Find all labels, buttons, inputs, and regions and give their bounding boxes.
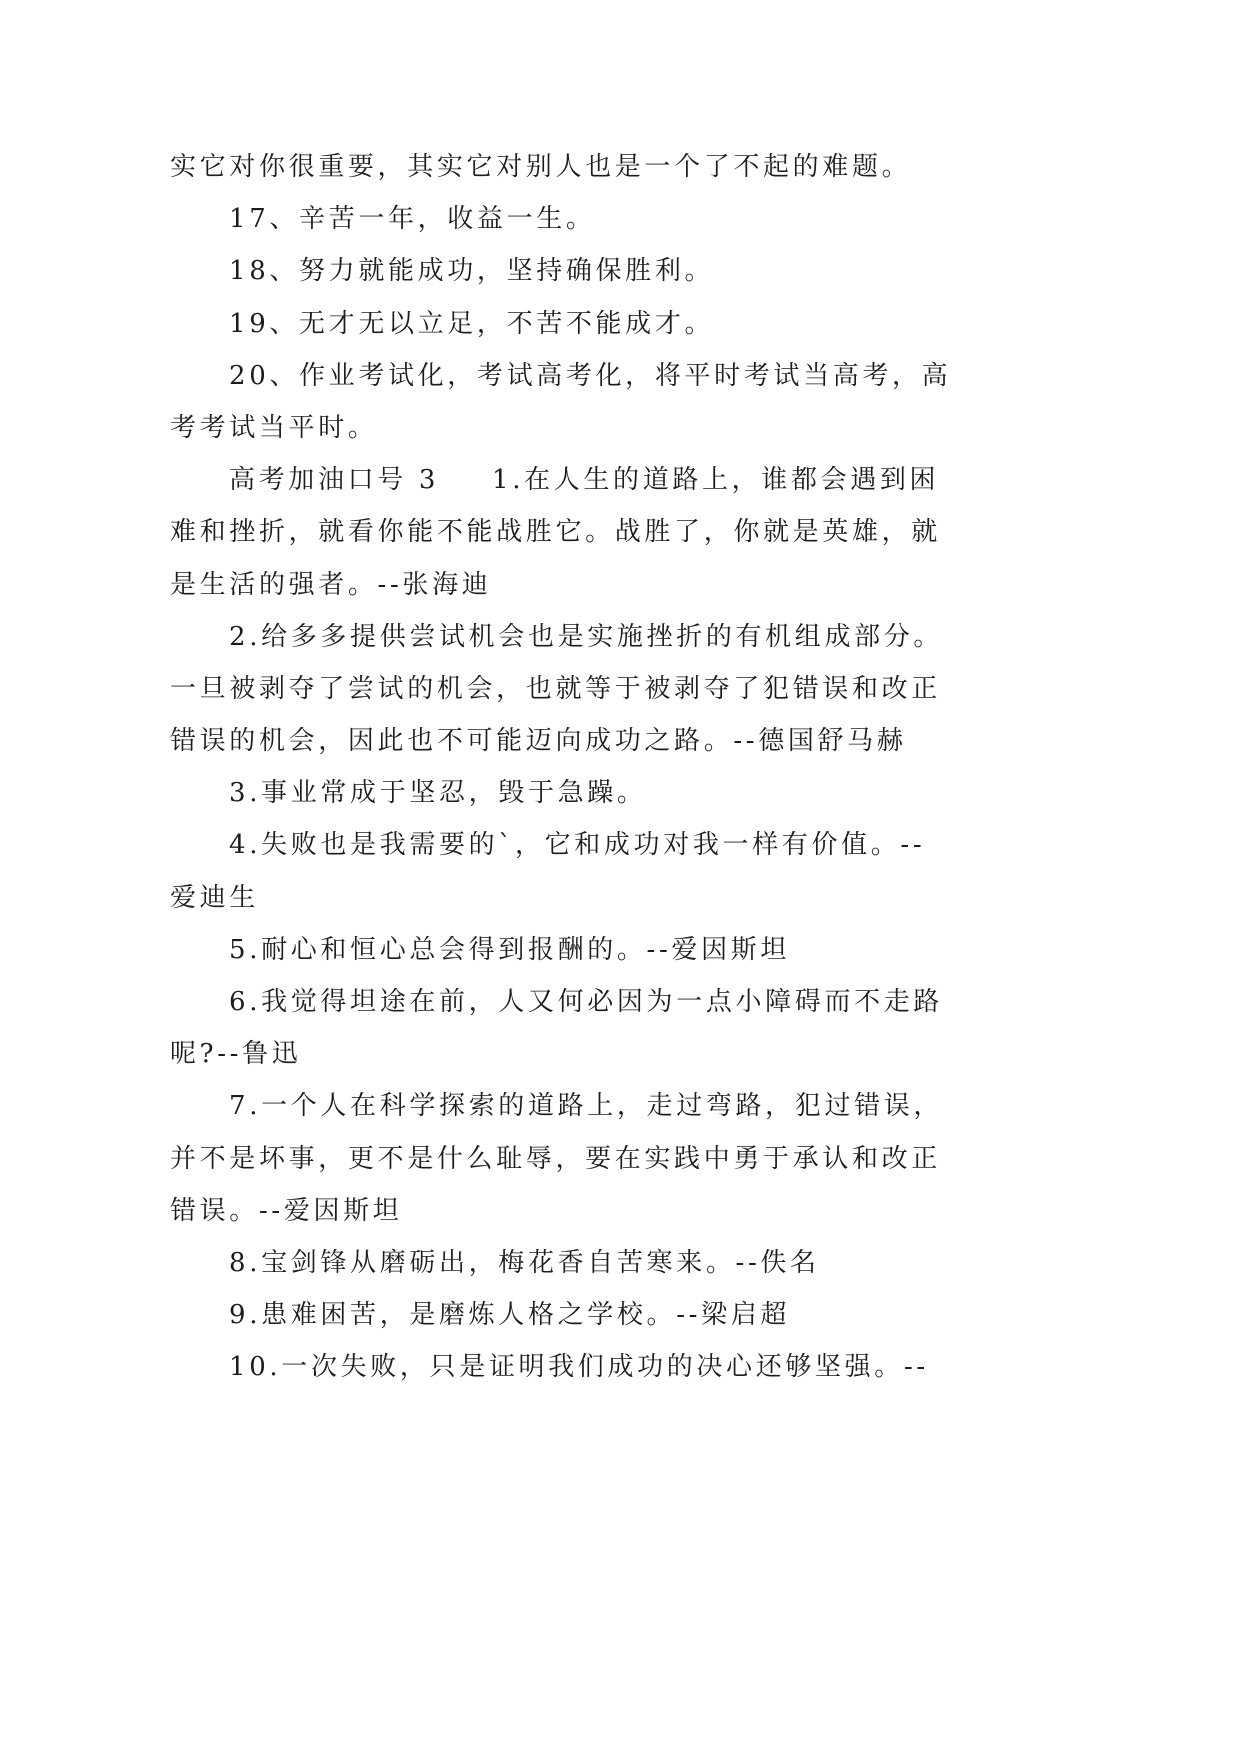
- text-line: 考考试当平时。: [170, 412, 378, 443]
- quote-item-7: [170, 1080, 1170, 1237]
- text-line: 10.一次失败，只是证明我们成功的决心还够坚强。--: [229, 1352, 929, 1383]
- text-line: 9.患难困苦，是磨炼人格之学校。--梁启超: [229, 1300, 791, 1331]
- quote-item-1: [170, 454, 1170, 611]
- text-line: 实它对你很重要，其实它对别人也是一个了不起的难题。: [170, 152, 912, 182]
- slogan-item-19: [170, 298, 1170, 350]
- text-line: 6.我觉得坦途在前，人又何必因为一点小障碍而不走路: [229, 987, 944, 1017]
- quote-item-6: [170, 976, 1170, 1080]
- text-line: 18、努力就能成功，坚持确保胜利。: [229, 256, 715, 287]
- slogan-item-20: [170, 350, 1170, 454]
- slogan-item-18: [170, 245, 1170, 297]
- text-line: 5.耐心和恒心总会得到报酬的。--爱因斯坦: [229, 934, 791, 965]
- quote-item-8: [170, 1237, 1170, 1289]
- text-line: 呢?--鲁迅: [170, 1039, 302, 1070]
- text-line: 错误的机会，因此也不可能迈向成功之路。--德国舒马赫: [170, 726, 907, 757]
- text-line: 错误。--爱因斯坦: [170, 1195, 403, 1226]
- text-line: 3.事业常成于坚忍，毁于急躁。: [229, 778, 647, 809]
- quote-text: 1.在人生的道路上，谁都会遇到困: [492, 465, 940, 496]
- text-line: 19、无才无以立足，不苦不能成才。: [229, 308, 715, 339]
- quote-item-9: [170, 1289, 1170, 1341]
- text-line: 爱迪生: [170, 882, 259, 913]
- section-heading: 高考加油口号 3: [229, 465, 440, 496]
- text-line: 难和挫折，就看你能不能战胜它。战胜了，你就是英雄，就: [170, 517, 941, 548]
- quote-item-10: [170, 1341, 1170, 1393]
- quote-item-3: [170, 767, 1170, 819]
- text-line: [170, 454, 1170, 506]
- text-line: 7.一个人在科学探索的道路上，走过弯路，犯过错误，: [229, 1091, 944, 1122]
- document-body: [170, 141, 1170, 1394]
- quote-item-5: [170, 924, 1170, 976]
- slogan-item-17: [170, 193, 1170, 245]
- text-line: 是生活的强者。--张海迪: [170, 569, 492, 600]
- text-line: 20、作业考试化，考试高考化，将平时考试当高考，高: [229, 360, 952, 391]
- text-line: 一旦被剥夺了尝试的机会，也就等于被剥夺了犯错误和改正: [170, 673, 941, 704]
- text-line: 4.失败也是我需要的`，它和成功对我一样有价值。--: [229, 830, 926, 861]
- text-line: 并不是坏事，更不是什么耻辱，要在实践中勇于承认和改正: [170, 1143, 941, 1174]
- continued-paragraph: [170, 141, 1170, 193]
- quote-item-4: [170, 819, 1170, 923]
- text-line: 17、辛苦一年，收益一生。: [229, 204, 596, 235]
- text-line: 8.宝剑锋从磨砺出，梅花香自苦寒来。--佚名: [229, 1247, 820, 1278]
- quote-item-2: [170, 611, 1170, 768]
- text-line: 2.给多多提供尝试机会也是实施挫折的有机组成部分。: [229, 621, 944, 652]
